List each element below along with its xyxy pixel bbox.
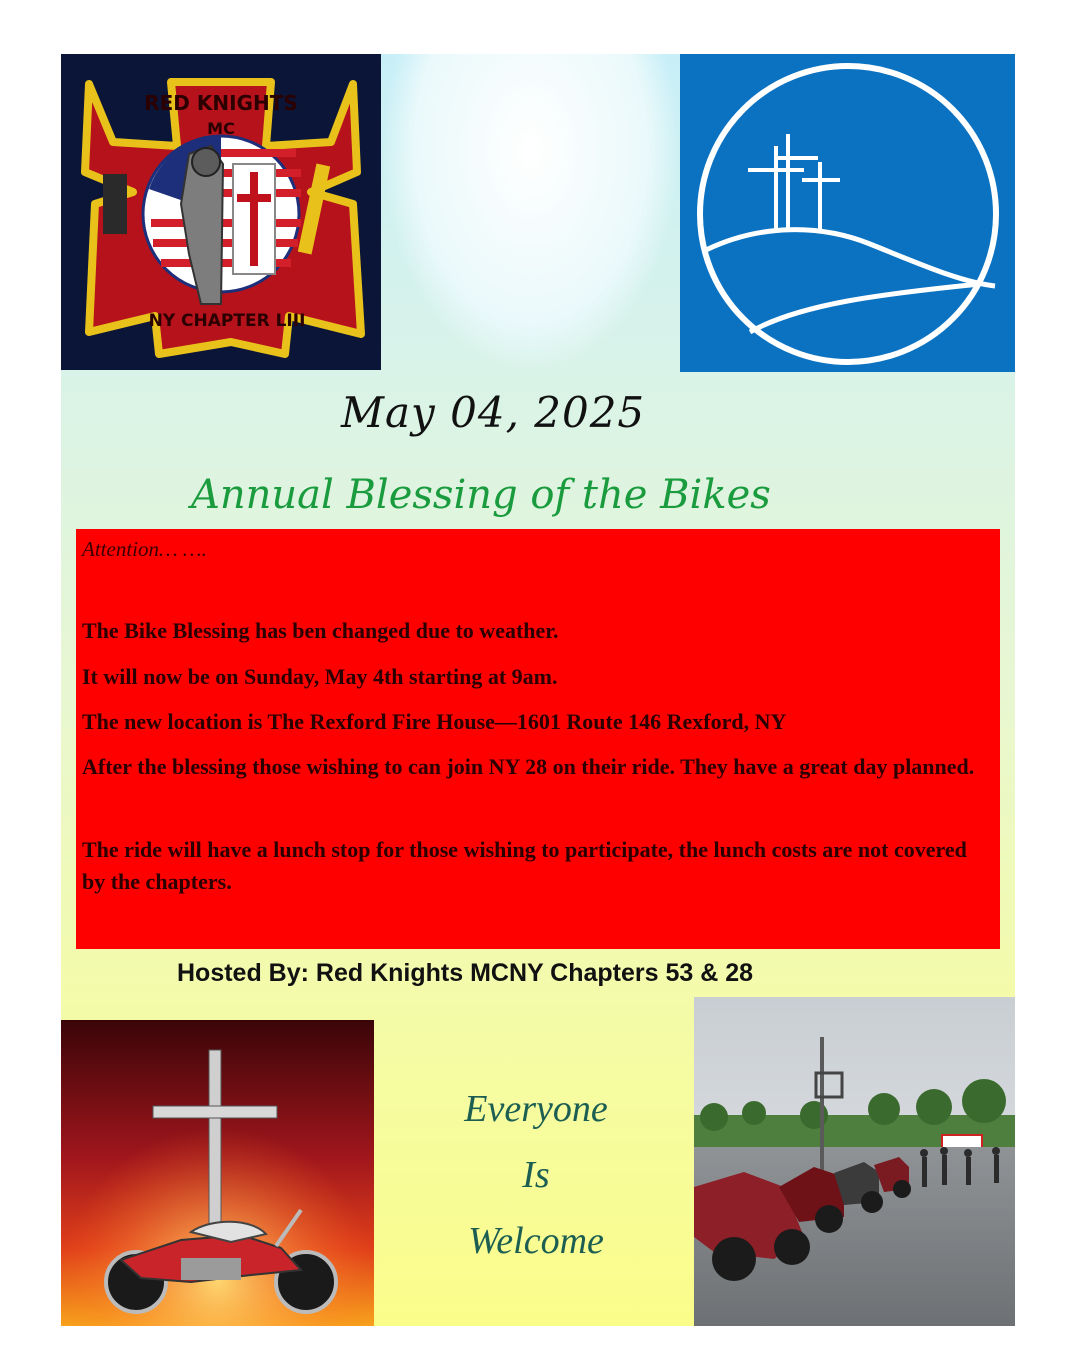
notice-line: The Bike Blessing has ben changed due to weather. (82, 618, 559, 643)
notice-line: The ride will have a lunch stop for those wishing to participate, the lunch costs are not covered by the chapters. (82, 837, 967, 894)
welcome-message (391, 1076, 681, 1274)
event-date: May 04, 2025 (341, 388, 646, 437)
cross-motorcycle-image (61, 1020, 374, 1326)
welcome-line-3: Welcome (468, 1220, 604, 1262)
notice-box (76, 529, 1000, 949)
cloud-background (381, 54, 681, 374)
patch-mc-text: MC (207, 119, 235, 138)
motorcycles-parking-lot-photo (694, 997, 1015, 1326)
three-crosses-logo (680, 54, 1015, 372)
notice-line: It will now be on Sunday, May 4th starting at 9am. (82, 664, 558, 689)
notice-line: The new location is The Rexford Fire House—1601 Route 146 Rexford, NY (82, 709, 787, 734)
event-title: Annual Blessing of the Bikes (191, 472, 771, 518)
attention-label: Attention… …. (82, 537, 207, 561)
welcome-line-1: Everyone (464, 1088, 608, 1130)
patch-bottom-text: NY CHAPTER LIII (148, 311, 306, 331)
welcome-line-2: Is (522, 1154, 550, 1196)
flyer (61, 54, 1015, 1326)
hosted-by: Hosted By: Red Knights MCNY Chapters 53 & 28 (177, 959, 754, 987)
notice-line: After the blessing those wishing to can join NY 28 on their ride. They have a great day planned. (82, 754, 975, 779)
patch-top-text: RED KNIGHTS (144, 91, 298, 115)
red-knights-patch-logo (61, 54, 381, 370)
